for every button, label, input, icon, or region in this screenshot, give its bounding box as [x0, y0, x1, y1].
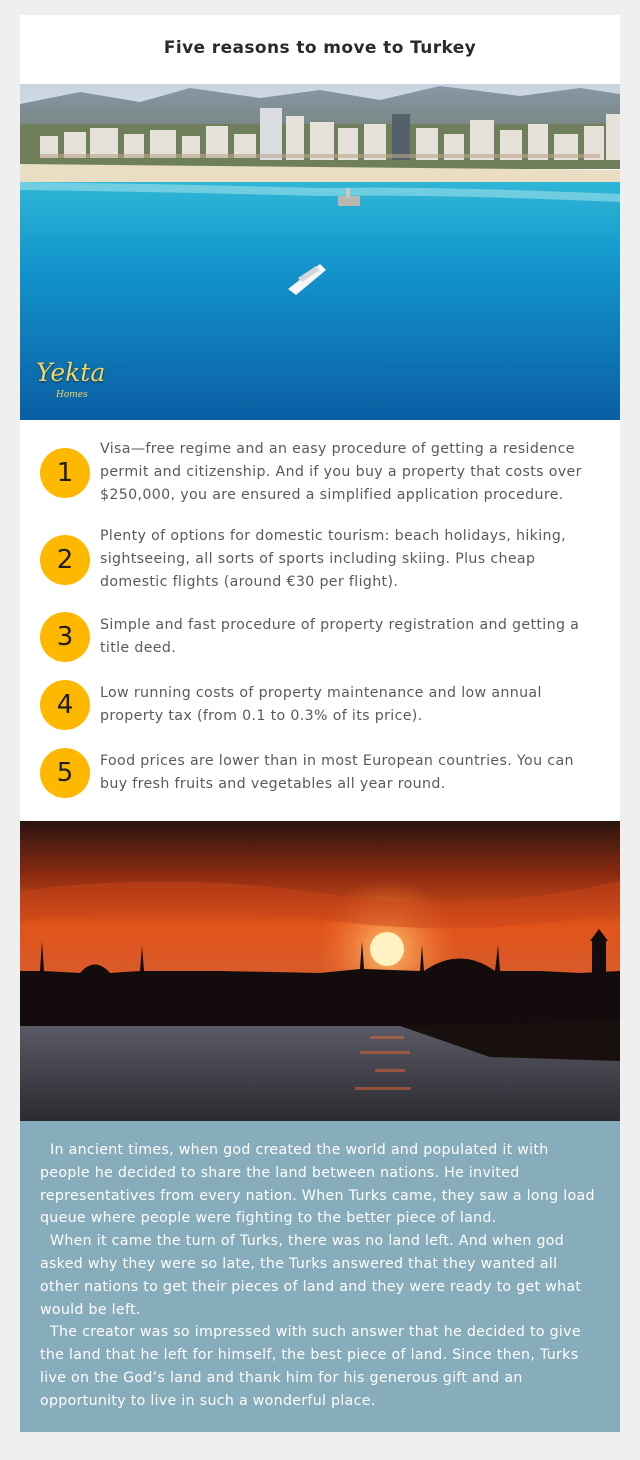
reason-text: Plenty of options for domestic tourism: beach holidays, hiking, sightseeing, all sorts of sports including skiing. Plus cheap domestic flights (around €30 per flight). [100, 528, 567, 590]
reason-number-badge: 2 [40, 535, 90, 585]
reason-text: Food prices are lower than in most European countries. You can buy fresh fruits and vegetables all year round. [100, 753, 574, 792]
reason-number-badge: 4 [40, 680, 90, 730]
logo-text: Yekta [36, 358, 106, 387]
reason-item [20, 680, 620, 730]
legend-paragraph: The creator was so impressed with such answer that he decided to give the land that he left for himself, the best piece of land. Since then, Turks live on the God’s land and thank him for his generous gift and an opportunity to live in such a wonderful place. [40, 1324, 581, 1409]
reason-item [20, 525, 620, 594]
sunset-illustration [20, 821, 620, 1121]
reason-number-badge: 5 [40, 748, 90, 798]
legend-paragraph: When it came the turn of Turks, there was no land left. And when god asked why they were so late, the Turks answered that they wanted all other nations to get their pieces of land and they were ready to get what would be left. [40, 1233, 582, 1318]
reason-item [20, 612, 620, 662]
reason-number-badge: 1 [40, 448, 90, 498]
brand-logo [34, 350, 144, 410]
reason-text: Simple and fast procedure of property registration and getting a title deed. [100, 617, 580, 656]
reasons-list [20, 420, 620, 821]
reason-text: Low running costs of property maintenance and low annual property tax (from 0.1 to 0.3% of its price). [100, 685, 542, 724]
logo-subtitle: Homes [56, 390, 88, 400]
legend-paragraph: In ancient times, when god created the world and populated it with people he decided to share the land between nations. He invited representatives from every nation. When Turks came, they saw a long load queue where people were fighting to the better piece of land. [40, 1142, 595, 1227]
reason-number-badge: 3 [40, 612, 90, 662]
reason-text: Visa—free regime and an easy procedure of getting a residence permit and citizenship. And if you buy a property that costs over $250,000, you are ensured a simplified application procedure. [100, 441, 582, 503]
sunset-photo [20, 821, 620, 1121]
reason-item [20, 748, 620, 798]
reason-item [20, 438, 620, 507]
coastline-photo [20, 84, 620, 420]
article-card [20, 15, 620, 1432]
turkey-legend-text [20, 1121, 620, 1432]
page-title: Five reasons to move to Turkey [163, 38, 477, 58]
